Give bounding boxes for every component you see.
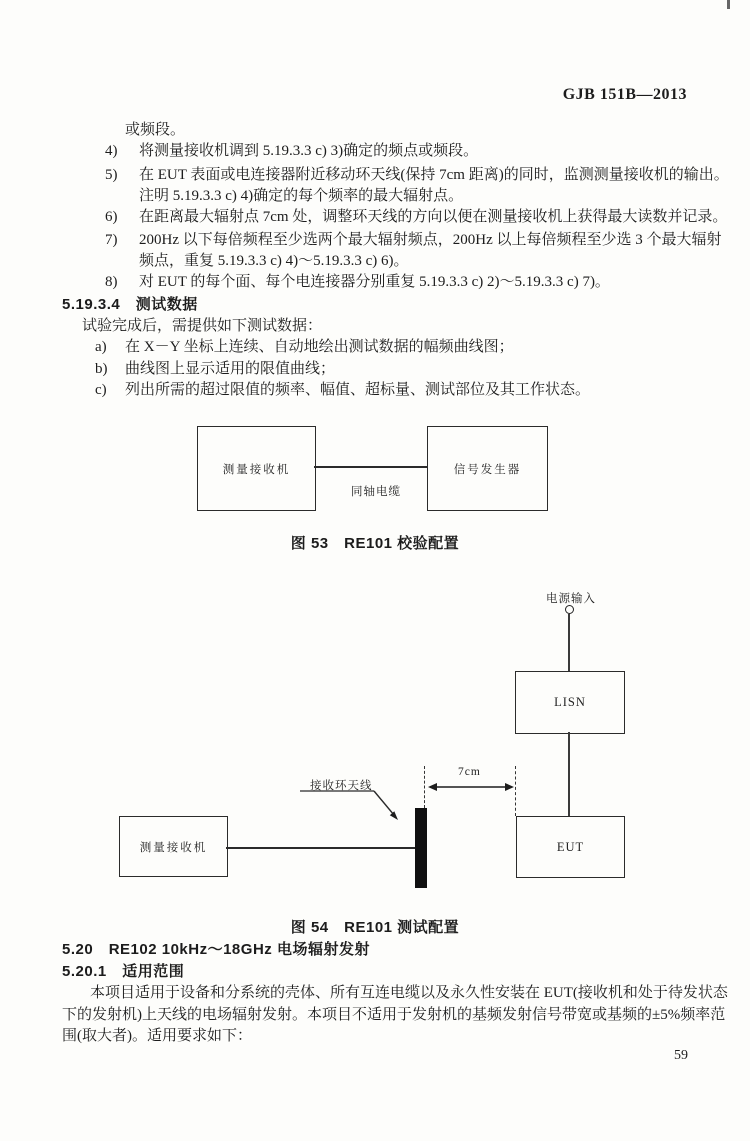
dimension-arrowhead-left-icon (428, 783, 437, 791)
list-item-text: 列出所需的超过限值的频率、幅值、超标量、测试部位及其工作状态。 (125, 382, 591, 398)
list-item-number: a) (95, 339, 107, 355)
list-item-number: 6) (105, 209, 118, 225)
paragraph-line: 本项目适用于设备和分系统的壳体、所有互连电缆以及永久性安装在 EUT(接收机和处于待发状态 (90, 985, 728, 1001)
figure54-lisn-label: LISN (554, 695, 586, 709)
scan-mark (727, 0, 730, 9)
page-header-standard-number: GJB 151B—2013 (562, 86, 687, 103)
figure54-distance-label: 7cm (458, 766, 481, 778)
figure54-power-input-label: 电源输入 (546, 593, 596, 605)
list-item-text: 将测量接收机调到 5.19.3.3 c) 3)确定的频点或频段。 (139, 143, 479, 159)
page-number: 59 (674, 1048, 688, 1063)
figure54-power-line (568, 614, 570, 671)
figure54-measuring-receiver-box (119, 816, 228, 877)
antenna-arrowhead-icon (390, 811, 398, 820)
paragraph-line: 围(取大者)。适用要求如下： (62, 1028, 252, 1044)
figure54-caption: 图 54 RE101 测试配置 (290, 919, 460, 936)
list-item-number: b) (95, 361, 108, 377)
list-item-text: 200Hz 以下每倍频程至少选两个最大辐射频点，200Hz 以上每倍频程至少选 3 个最大辐射 (139, 232, 722, 248)
figure54-eut-box (516, 816, 625, 878)
figure54-arrows-overlay (290, 760, 530, 830)
figure53-receiver-label: 测量接收机 (222, 463, 291, 476)
figure54-receiver-antenna-line (226, 847, 415, 849)
list-item-text: 在 X－Y 坐标上连续、自动地绘出测试数据的幅频曲线图； (125, 339, 514, 355)
list-item-text: 在 EUT 表面或电连接器附近移动环天线(保持 7cm 距离)的同时，监测测量接收机的输出。 (139, 167, 729, 183)
figure53-caption: 图 53 RE101 校验配置 (290, 535, 460, 552)
paragraph-line: 下的发射机)上天线的电场辐射发射。本项目不适用于发射机的基频发射信号带宽或基频的±5%频率范 (62, 1007, 726, 1023)
figure53-generator-label: 信号发生器 (453, 463, 522, 476)
section-heading: 5.20 RE102 10kHz～18GHz 电场辐射发射 (62, 941, 370, 958)
section-heading: 5.19.3.4 测试数据 (62, 296, 198, 313)
list-item-number: 5) (105, 167, 118, 183)
figure54-lisn-eut-line (568, 732, 570, 816)
figure54-lisn-box (515, 671, 625, 734)
dimension-arrowhead-right-icon (505, 783, 514, 791)
figure54-eut-label: EUT (556, 839, 585, 854)
list-item-number: 7) (105, 232, 118, 248)
antenna-leader-line (374, 791, 394, 815)
figure54-antenna-label: 接收环天线 (310, 780, 373, 792)
list-item-text: 注明 5.19.3.3 c) 4)确定的每个频率的最大辐射点。 (139, 188, 464, 204)
paragraph-line: 试验完成后，需提供如下测试数据： (82, 318, 323, 334)
list-item-number: 4) (105, 143, 118, 159)
figure53-cable-label: 同轴电缆 (351, 486, 401, 498)
list-item-number: c) (95, 382, 107, 398)
figure54-receiver-label: 测量接收机 (139, 841, 208, 854)
list-item-text: 曲线图上显示适用的限值曲线； (125, 361, 336, 377)
list-item-text: 频点，重复 5.19.3.3 c) 4)～5.19.3.3 c) 6)。 (139, 253, 409, 269)
figure53-coax-cable-line (314, 466, 427, 468)
figure53-signal-generator-box (427, 426, 548, 511)
power-input-terminal-icon (565, 605, 574, 614)
list-continuation: 或频段。 (125, 122, 186, 138)
figure53-measuring-receiver-box (197, 426, 316, 511)
list-item-text: 在距离最大辐射点 7cm 处，调整环天线的方向以便在测量接收机上获得最大读数并记录。 (139, 209, 728, 225)
subsection-heading: 5.20.1 适用范围 (62, 963, 185, 980)
list-item-text: 对 EUT 的每个面、每个电连接器分别重复 5.19.3.3 c) 2)～5.19.3.3 c) 7)。 (139, 274, 610, 290)
list-item-number: 8) (105, 274, 118, 290)
